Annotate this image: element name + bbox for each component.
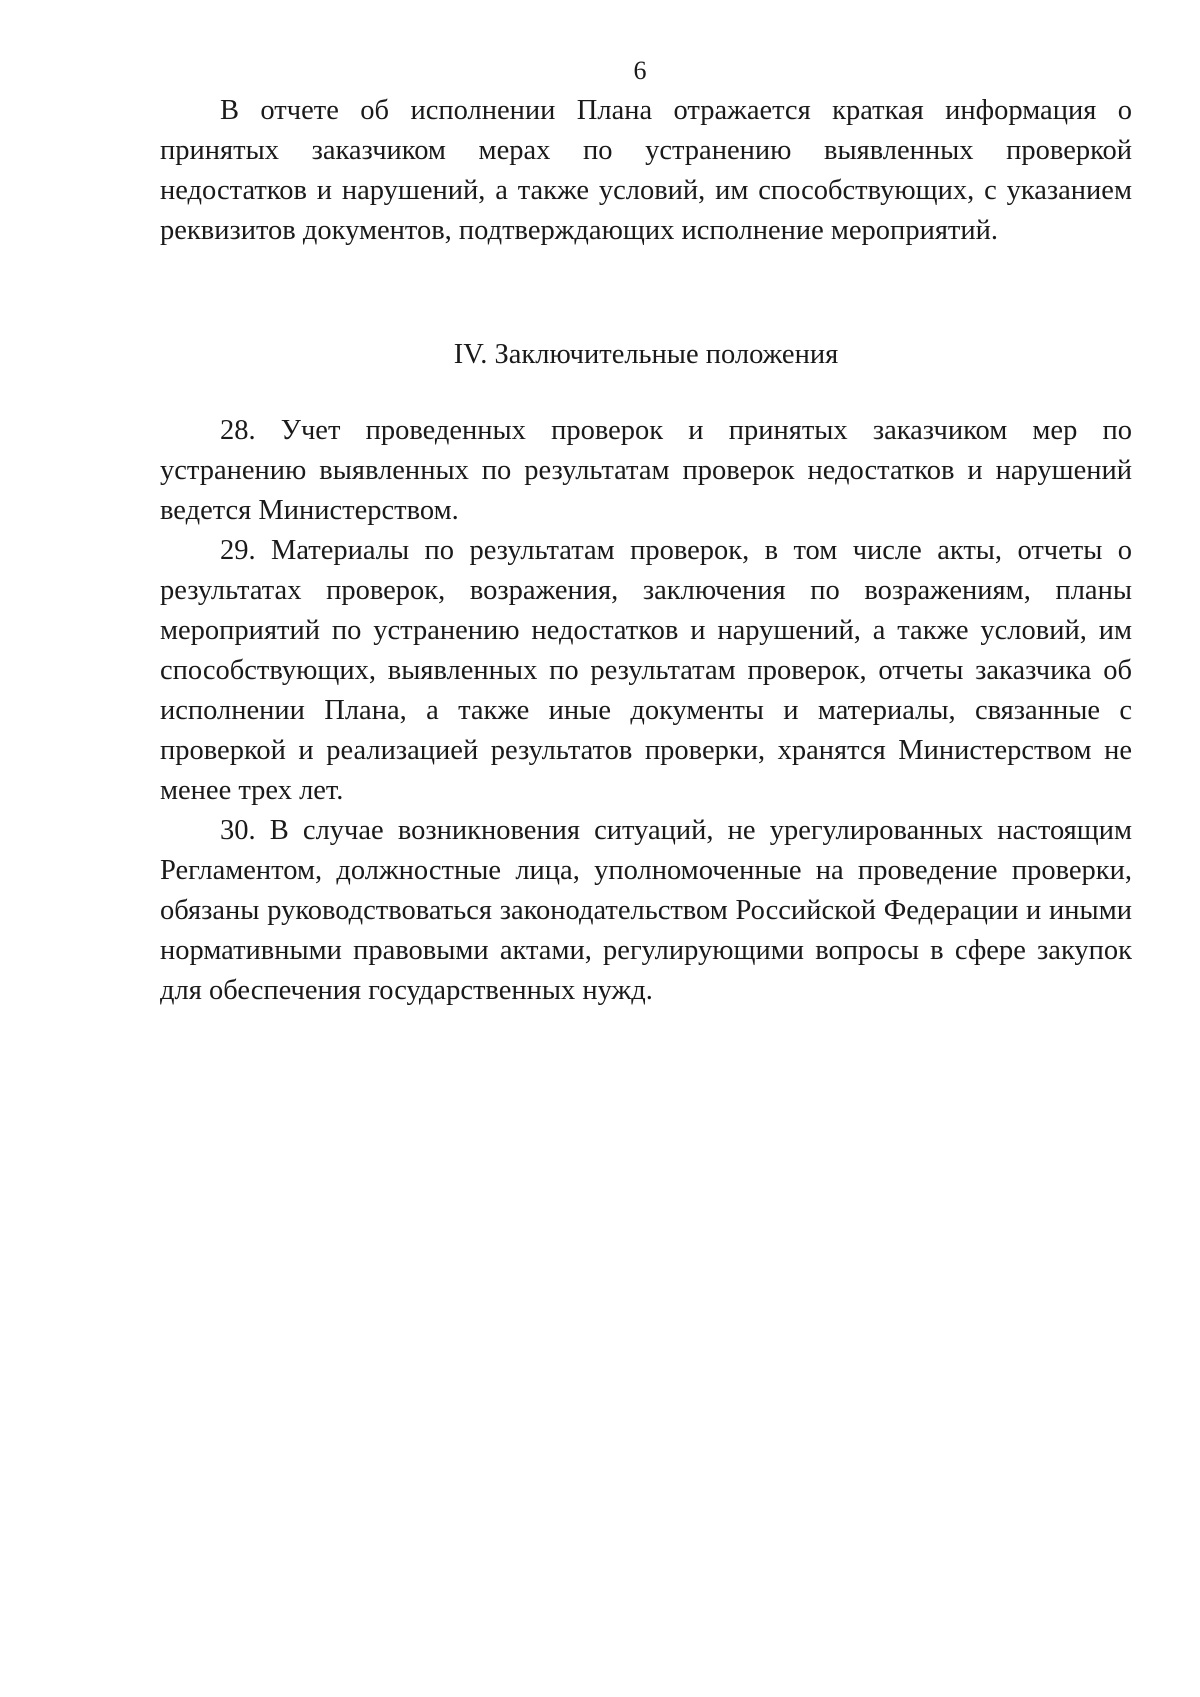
- paragraph-28: 28. Учет проведенных проверок и принятых заказчиком мер по устранению выявленных по результатам проверок недостатков и нарушений ведется Министерством.: [160, 415, 1132, 526]
- paragraph-30: 30. В случае возникновения ситуаций, не урегулированных настоящим Регламентом, должностные лица, уполномоченные на проведение проверки, обязаны руководствоваться законодательством Российской Федерации и иными нормативными правовыми актами, регулирующими вопросы в сфере закупок для обеспечения государственных нужд.: [160, 815, 1132, 1006]
- paragraph-29: 29. Материалы по результатам проверок, в том числе акты, отчеты о результатах проверок, возражения, заключения по возражениям, планы мероприятий по устранению недостатков и нарушений, а также условий, им способствующих, выявленных по результатам проверок, отчеты заказчика об исполнении Плана, а также иные документы и материалы, связанные с проверкой и реализацией результатов проверки, хранятся Министерством не менее трех лет.: [160, 535, 1132, 806]
- final-provisions-block: [160, 411, 1132, 1011]
- intro-paragraph: В отчете об исполнении Плана отражается краткая информация о принятых заказчиком мерах по устранению выявленных проверкой недостатков и нарушений, а также условий, им способствующих, с указанием реквизитов документов, подтверждающих исполнение мероприятий.: [160, 95, 1132, 246]
- section-heading: IV. Заключительные положения: [453, 339, 839, 370]
- intro-text-block: [160, 91, 1132, 251]
- page-number: 6: [633, 56, 647, 85]
